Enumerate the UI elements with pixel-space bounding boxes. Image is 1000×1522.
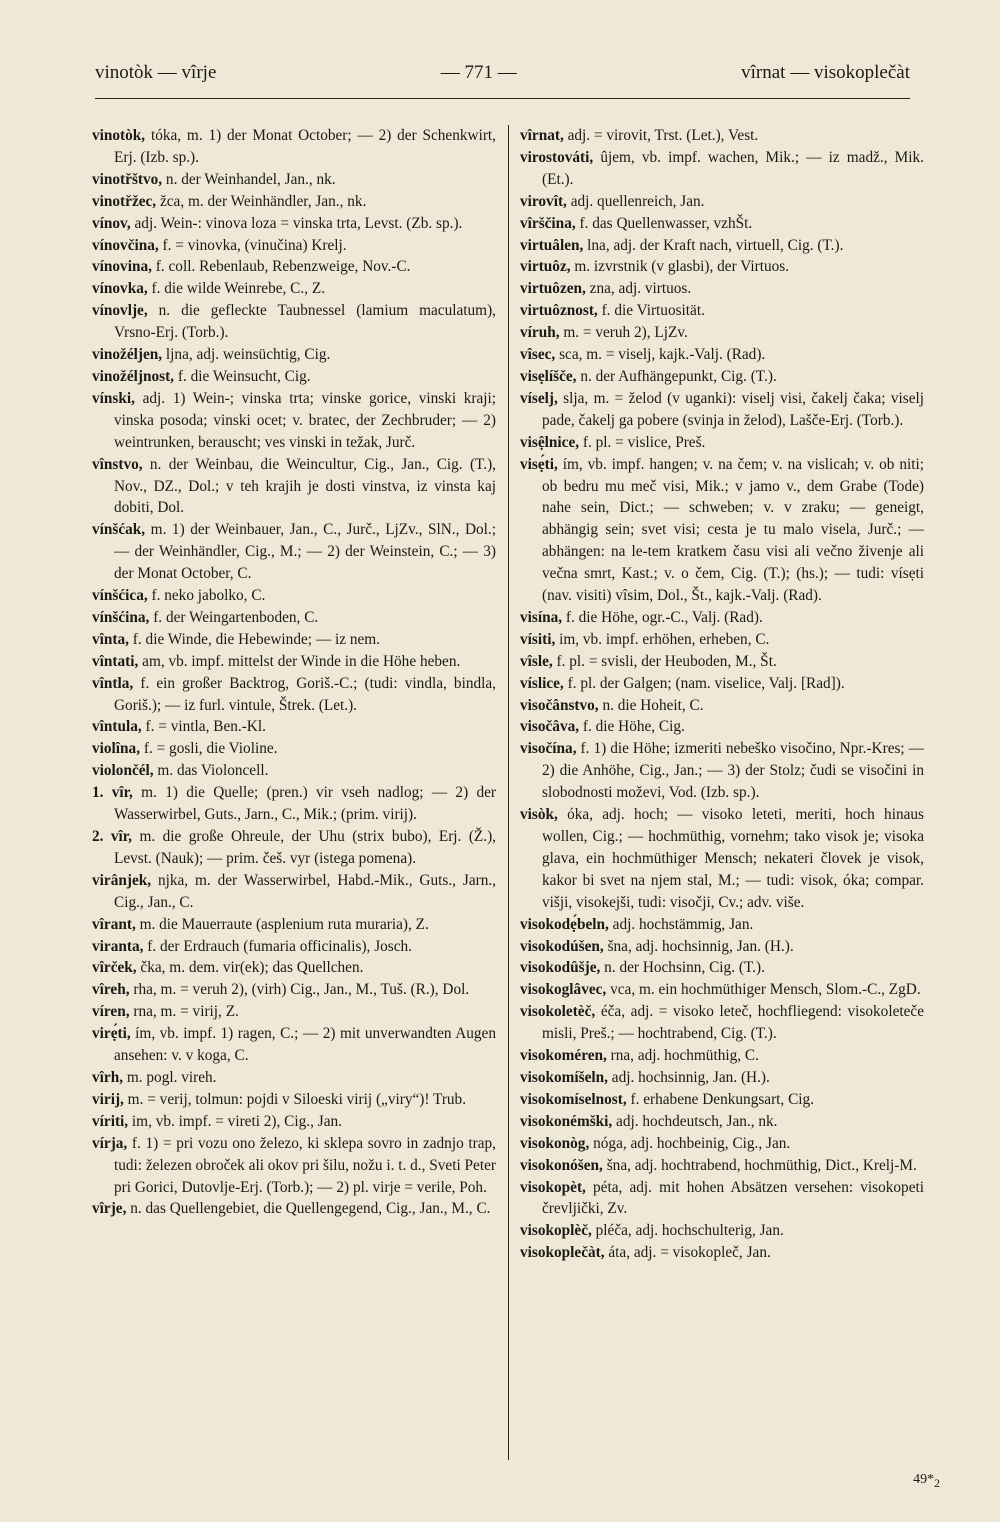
entry-headword: viranta, (92, 937, 144, 955)
dictionary-entry (520, 235, 924, 257)
entry-headword: virânjek, (92, 871, 152, 889)
entry-definition: n. die Hoheit, C. (598, 696, 704, 714)
entry-definition: ím, vb. impf. hangen; v. na čem; v. na vislicah; v. ob niti; ob bedru mu meč visi, Mik.; v jamo v., dem Grabe (Tode) nahe sein, Dict.; — schweben; v. v zraku; — geneigt, abhängig sein; svet visi; cesta je tu malo visela, Jurč.; — abhängen: na le-tem kratkem času visi ali večno živenje ali večna smrt, Kast.; v. o čem, Cig. (T.); (hs.); — tudi: vísẹti (nav. visiti) vîsim, Dol., Št., kajk.-Valj. (Rad). (542, 455, 924, 605)
entry-headword: vînstvo, (92, 455, 143, 473)
dictionary-entry (92, 278, 496, 300)
dictionary-entry (92, 629, 496, 651)
dictionary-entry (92, 519, 496, 585)
entry-definition: čka, m. dem. vir(ek); das Quellchen. (136, 959, 364, 977)
entry-definition: šna, adj. hochsinnig, Jan. (H.). (603, 937, 794, 955)
entry-definition: f. das Quellenwasser, vzhŠt. (575, 214, 753, 232)
dictionary-entry (520, 454, 924, 607)
entry-headword: visokoplečàt, (520, 1244, 605, 1262)
entry-definition: lna, adj. der Kraft nach, virtuell, Cig. (T.). (583, 236, 844, 254)
entry-definition: adj. hochdeutsch, Jan., nk. (612, 1112, 778, 1130)
dictionary-entry (92, 1023, 496, 1067)
entry-headword: 1. vîr, (92, 784, 133, 802)
entry-headword: vinotřštvo, (92, 170, 163, 188)
entry-definition: rna, m. = virij, Z. (129, 1003, 239, 1021)
dictionary-entry (92, 1067, 496, 1089)
entry-definition: f. neko jabolko, C. (147, 587, 266, 605)
dictionary-entry (520, 300, 924, 322)
dictionary-entry (520, 1045, 924, 1067)
dictionary-entry (520, 147, 924, 191)
dictionary-entry (92, 1198, 496, 1220)
entry-definition: ím, vb. impf. 1) ragen, C.; — 2) mit unverwandten Augen ansehen: v. v koga, C. (114, 1025, 496, 1065)
entry-definition: f. 1) die Höhe; izmeriti nebeško visočino, Npr.-Kres; — 2) die Anhöhe, Cig., Jan.; — 3) der Stolz; čudi se visočini in slobodnosti moževi, Vod. (Izb. sp.). (542, 740, 924, 802)
entry-definition: ûjem, vb. impf. wachen, Mik.; — iz madž., Mik. (Et.). (542, 148, 924, 188)
entry-headword: vinotòk, (92, 127, 146, 144)
dictionary-entry (520, 256, 924, 278)
entry-definition: n. der Aufhängepunkt, Cig. (T.). (576, 367, 777, 385)
entry-headword: vînta, (92, 630, 129, 648)
entry-headword: visokoplèč, (520, 1222, 592, 1240)
entry-definition: m. pogl. vireh. (123, 1068, 217, 1086)
entry-headword: vîreh, (92, 981, 130, 999)
entry-headword: vinožéljen, (92, 346, 163, 364)
entry-definition: adj. 1) Wein-; vinska trta; vinske gorice, vinski kraji; vinska posoda; vinski ocet; v. bratec, der Zechbruder; — 2) weintrunken, berauscht; ves vinski in težak, Jurč. (114, 389, 496, 451)
entry-headword: virovît, (520, 192, 567, 210)
entry-headword: vínovka, (92, 280, 148, 298)
dictionary-entry (520, 1242, 924, 1264)
dictionary-entry (92, 585, 496, 607)
dictionary-entry (520, 936, 924, 958)
sheet-mark-sub: 2 (934, 1477, 940, 1490)
entry-headword: vinotřžec, (92, 192, 157, 210)
dictionary-entry (92, 388, 496, 454)
entry-headword: visočânstvo, (520, 696, 599, 714)
entry-headword: visokodẹ́beln, (520, 915, 609, 933)
entry-headword: visokoglâvec, (520, 981, 607, 999)
entry-headword: visokonémški, (520, 1112, 613, 1130)
dictionary-entry (92, 673, 496, 717)
entry-definition: f. die Höhe, Cig. (579, 718, 685, 736)
dictionary-entry (92, 782, 496, 826)
entry-definition: n. der Weinbau, die Weincultur, Cig., Jan., Cig. (T.), Nov., DZ., Dol.; v teh krajih je dosti vinstva, iz vinsta kaj dobiti, Dol. (114, 455, 496, 517)
entry-definition: péta, adj. mit hohen Absätzen versehen: visokopeti črevljički, Zv. (542, 1178, 924, 1218)
dictionary-entry (520, 322, 924, 344)
dictionary-entry (520, 1220, 924, 1242)
entry-headword: virẹ́ti, (92, 1025, 131, 1043)
entry-headword: visokopèt, (520, 1178, 586, 1196)
dictionary-entry (520, 1001, 924, 1045)
entry-definition: óka, adj. hoch; — visoko leteti, meriti, hoch hinaus wollen, Cig.; — hochmüthig, vornehm; tako visok je; visoka glava, ein hochmüthiger Mensch; nekateri človek je visok, kakor bi svet na njem stal, M.; — tudi: visok, óka; compar. višji, visokejši, tudi: visočji, Cv.; adv. više. (542, 806, 924, 911)
entry-definition: n. das Quellengebiet, die Quellengegend, Cig., Jan., M., C. (126, 1200, 491, 1218)
left-column (92, 125, 496, 1460)
entry-definition: f. erhabene Denkungsart, Cig. (626, 1090, 814, 1108)
entry-definition: šna, adj. hochtrabend, hochmüthig, Dict., Krelj-M. (602, 1156, 917, 1174)
dictionary-entry (520, 344, 924, 366)
entry-headword: visočâva, (520, 718, 580, 736)
entry-headword: vîrščina, (520, 214, 576, 232)
entry-headword: visokomíšeln, (520, 1068, 608, 1086)
dictionary-entry (520, 278, 924, 300)
entry-headword: vîrant, (92, 915, 136, 933)
entry-headword: vîrnat, (520, 127, 564, 144)
dictionary-entry (520, 629, 924, 651)
entry-definition: f. = vinovka, (vinučina) Krelj. (158, 236, 347, 254)
entry-definition: rna, adj. hochmüthig, C. (606, 1047, 759, 1065)
entry-definition: tóka, m. 1) der Monat October; — 2) der Schenkwirt, Erj. (Izb. sp.). (114, 127, 496, 166)
dictionary-entry (92, 957, 496, 979)
entry-headword: vîrček, (92, 959, 137, 977)
dictionary-entry (520, 738, 924, 804)
entry-definition: sca, m. = viselj, kajk.-Valj. (Rad). (555, 346, 766, 364)
entry-headword: visokodúšen, (520, 937, 604, 955)
entry-definition: njka, m. der Wasserwirbel, Habd.-Mik., Guts., Jarn., Cig., Jan., C. (114, 871, 496, 911)
entry-definition: f. die wilde Weinrebe, C., Z. (147, 280, 326, 298)
dictionary-entry (520, 914, 924, 936)
entry-definition: f. pl. = vislice, Preš. (579, 433, 706, 451)
sheet-mark: 49* (913, 1472, 935, 1488)
entry-definition: n. der Weinhandel, Jan., nk. (162, 170, 336, 188)
dictionary-entry (92, 1089, 496, 1111)
entry-headword: vinožéljnost, (92, 367, 175, 385)
entry-definition: m. die große Ohreule, der Uhu (strix bubo), Erj. (Ž.), Levst. (Nauk); — prim. češ. vyr (istega pomena). (114, 828, 496, 867)
entry-headword: visòk, (520, 806, 558, 824)
dictionary-entry (92, 213, 496, 235)
dictionary-entry (92, 366, 496, 388)
entry-definition: m. = veruh 2), LjZv. (559, 324, 688, 342)
header-left-guideword: vinotòk — vîrje (95, 62, 217, 83)
entry-headword: visína, (520, 608, 563, 626)
entry-headword: vínski, (92, 389, 135, 407)
dictionary-entry (92, 191, 496, 213)
entry-headword: víruh, (520, 324, 560, 342)
entry-headword: vîntula, (92, 718, 142, 736)
entry-headword: vínovlje, (92, 302, 148, 320)
running-header (95, 62, 910, 90)
entry-headword: vîntati, (92, 652, 139, 670)
dictionary-entry (520, 673, 924, 695)
entry-headword: víslice, (520, 674, 564, 692)
entry-headword: visokoméren, (520, 1047, 607, 1065)
entry-headword: vísiti, (520, 630, 556, 648)
entry-definition: n. der Hochsinn, Cig. (T.). (600, 959, 765, 977)
entry-headword: visokodûšje, (520, 959, 601, 977)
entry-definition: vca, m. ein hochmüthiger Mensch, Slom.-C., ZgD. (606, 981, 921, 999)
dictionary-entry (92, 760, 496, 782)
entry-definition: f. die Winde, die Hebewinde; — iz nem. (128, 630, 380, 648)
dictionary-entry (520, 1111, 924, 1133)
dictionary-entry (520, 651, 924, 673)
entry-headword: vínovčina, (92, 236, 159, 254)
entry-definition: n. die gefleckte Taubnessel (lamium maculatum), Vrsno-Erj. (Torb.). (114, 302, 496, 342)
dictionary-entry (520, 979, 924, 1001)
dictionary-entry (520, 1177, 924, 1221)
entry-headword: víren, (92, 1003, 130, 1021)
entry-headword: visokonóšen, (520, 1156, 603, 1174)
dictionary-entry (92, 300, 496, 344)
entry-headword: vínšćak, (92, 521, 146, 539)
dictionary-entry (92, 914, 496, 936)
entry-headword: visẹlíšče, (520, 367, 577, 385)
entry-headword: virij, (92, 1090, 124, 1108)
entry-definition: rha, m. = veruh 2), (virh) Cig., Jan., M., Tuš. (R.), Dol. (129, 981, 470, 999)
right-column (520, 125, 924, 1460)
dictionary-entry (92, 870, 496, 914)
entry-headword: víriti, (92, 1112, 129, 1130)
entry-definition: áta, adj. = visokopleč, Jan. (604, 1244, 771, 1262)
entry-definition: f. die Virtuosität. (597, 302, 705, 320)
entry-headword: vîrje, (92, 1200, 127, 1218)
entry-headword: visokonòg, (520, 1134, 590, 1152)
dictionary-entry (92, 169, 496, 191)
dictionary-entry (520, 607, 924, 629)
dictionary-entry (520, 125, 924, 147)
dictionary-entry (520, 1067, 924, 1089)
entry-definition: f. die Weinsucht, Cig. (174, 367, 311, 385)
dictionary-entry (520, 366, 924, 388)
entry-definition: f. pl. der Galgen; (nam. viselice, Valj. [Rad]). (563, 674, 845, 692)
entry-headword: visokoletèč, (520, 1003, 596, 1021)
dictionary-entry (92, 1111, 496, 1133)
entry-definition: adj. quellenreich, Jan. (566, 192, 705, 210)
entry-headword: 2. vîr, (92, 828, 133, 845)
dictionary-entry (92, 235, 496, 257)
entry-definition: m. 1) der Weinbauer, Jan., C., Jurč., LjZv., SlN., Dol.; — der Weinhändler, Cig., M.; — 2) der Weinstein, C.; — 3) der Monat October, C. (114, 521, 496, 583)
entry-headword: vîrh, (92, 1068, 124, 1086)
entry-definition: slja, m. = želod (v uganki): viselj visi, čakelj čaka; viselj pade, čakelj ga pobere (svinja in želod), Lašče-Erj. (Torb.). (542, 389, 924, 429)
entry-definition: m. = verij, tolmun: pojdi v Siloeski virij („viry“)! Trub. (123, 1090, 467, 1108)
entry-headword: víselj, (520, 389, 558, 407)
dictionary-entry (520, 804, 924, 914)
entry-headword: vínšćica, (92, 587, 148, 605)
entry-definition: adj. hochsinnig, Jan. (H.). (607, 1068, 770, 1086)
signature-mark (913, 1472, 940, 1490)
dictionary-entry (520, 213, 924, 235)
dictionary-entry (92, 454, 496, 520)
entry-headword: visệlnice, (520, 433, 580, 451)
entry-headword: violîna, (92, 740, 141, 758)
entry-headword: vínov, (92, 214, 131, 232)
entry-definition: adj. hochstämmig, Jan. (608, 915, 754, 933)
entry-headword: visočína, (520, 740, 577, 758)
entry-headword: vínšćina, (92, 608, 150, 626)
entry-definition: f. ein großer Backtrog, Goriš.-C.; (tudi: vindla, bindla, Goriš.); — iz furl. vintule, Štrek. (Let.). (114, 674, 496, 714)
entry-definition: f. 1) = pri vozu ono železo, ki sklepa sovro in zadnjo trap, tudi: železen obroček ali okov pri šilu, nožu i. t. d., Sveti Peter pri Gorici, Dutovlje-Erj. (Torb.); — 2) pl. virje = verile, Poh. (114, 1134, 496, 1196)
entry-columns (92, 125, 924, 1460)
dictionary-entry (92, 826, 496, 870)
entry-definition: f. = vintla, Ben.-Kl. (141, 718, 266, 736)
dictionary-entry (92, 344, 496, 366)
entry-definition: zna, adj. virtuos. (585, 280, 692, 298)
dictionary-entry (520, 716, 924, 738)
entry-definition: f. die Höhe, ogr.-C., Valj. (Rad). (562, 608, 763, 626)
dictionary-entry (520, 1089, 924, 1111)
entry-definition: adj. = virovit, Trst. (Let.), Vest. (563, 127, 759, 144)
dictionary-entry (520, 1155, 924, 1177)
entry-headword: visẹ́ti, (520, 455, 558, 473)
entry-headword: virtuôzen, (520, 280, 586, 298)
dictionary-entry (92, 738, 496, 760)
entry-headword: virtuâlen, (520, 236, 584, 254)
entry-definition: im, vb. impf. = vireti 2), Cig., Jan. (128, 1112, 342, 1130)
dictionary-entry (92, 1133, 496, 1199)
page-number: — 771 — (440, 62, 517, 83)
entry-definition: f. der Erdrauch (fumaria officinalis), Josch. (143, 937, 413, 955)
entry-definition: f. = gosli, die Violine. (140, 740, 278, 758)
dictionary-entry (520, 1133, 924, 1155)
dictionary-entry (92, 607, 496, 629)
header-right-guideword: vîrnat — visokoplečàt (741, 62, 910, 83)
entry-definition: m. 1) die Quelle; (pren.) vir vseh nadlog; — 2) der Wasserwirbel, Guts., Jarn., C., Mik.; (prim. virij). (114, 784, 496, 824)
entry-definition: ljna, adj. weinsüchtig, Cig. (162, 346, 331, 364)
dictionary-entry (520, 191, 924, 213)
entry-definition: pléča, adj. hochschulterig, Jan. (591, 1222, 784, 1240)
dictionary-entry (520, 388, 924, 432)
dictionary-entry (92, 936, 496, 958)
dictionary-entry (92, 979, 496, 1001)
entry-definition: adj. Wein-: vinova loza = vinska trta, Levst. (Zb. sp.). (130, 214, 463, 232)
entry-headword: visokomíselnost, (520, 1090, 627, 1108)
entry-definition: am, vb. impf. mittelst der Winde in die Höhe heben. (138, 652, 461, 670)
entry-definition: m. izvrstnik (v glasbi), der Virtuos. (570, 258, 790, 276)
entry-definition: m. das Violoncell. (153, 762, 269, 780)
entry-headword: vírja, (92, 1134, 128, 1152)
dictionary-entry (92, 651, 496, 673)
entry-definition: éča, adj. = visoko leteč, hochfliegend: visokoleteče misli, Preš.; — hochtrabend, Cig. (T.). (542, 1003, 924, 1043)
entry-definition: m. die Mauerraute (asplenium ruta muraria), Z. (135, 915, 429, 933)
entry-headword: virtuôznost, (520, 302, 598, 320)
entry-headword: vîsle, (520, 652, 553, 670)
dictionary-entry (92, 125, 496, 169)
entry-definition: im, vb. impf. erhöhen, erheben, C. (555, 630, 770, 648)
header-rule (95, 98, 910, 99)
dictionary-entry (92, 256, 496, 278)
entry-definition: f. pl. = svisli, der Heuboden, M., Št. (552, 652, 777, 670)
dictionary-entry (92, 1001, 496, 1023)
entry-headword: vîntla, (92, 674, 134, 692)
entry-definition: f. der Weingartenboden, C. (149, 608, 319, 626)
entry-headword: virtuôz, (520, 258, 571, 276)
dictionary-entry (520, 957, 924, 979)
entry-definition: žca, m. der Weinhändler, Jan., nk. (156, 192, 367, 210)
entry-headword: vîsec, (520, 346, 556, 364)
dictionary-entry (520, 432, 924, 454)
entry-headword: vínovina, (92, 258, 152, 276)
dictionary-entry (520, 695, 924, 717)
dictionary-entry (92, 716, 496, 738)
entry-headword: violončél, (92, 762, 154, 780)
entry-headword: virostováti, (520, 148, 594, 166)
entry-definition: nóga, adj. hochbeinig, Cig., Jan. (589, 1134, 791, 1152)
entry-definition: f. coll. Rebenlaub, Rebenzweige, Nov.-C. (151, 258, 411, 276)
